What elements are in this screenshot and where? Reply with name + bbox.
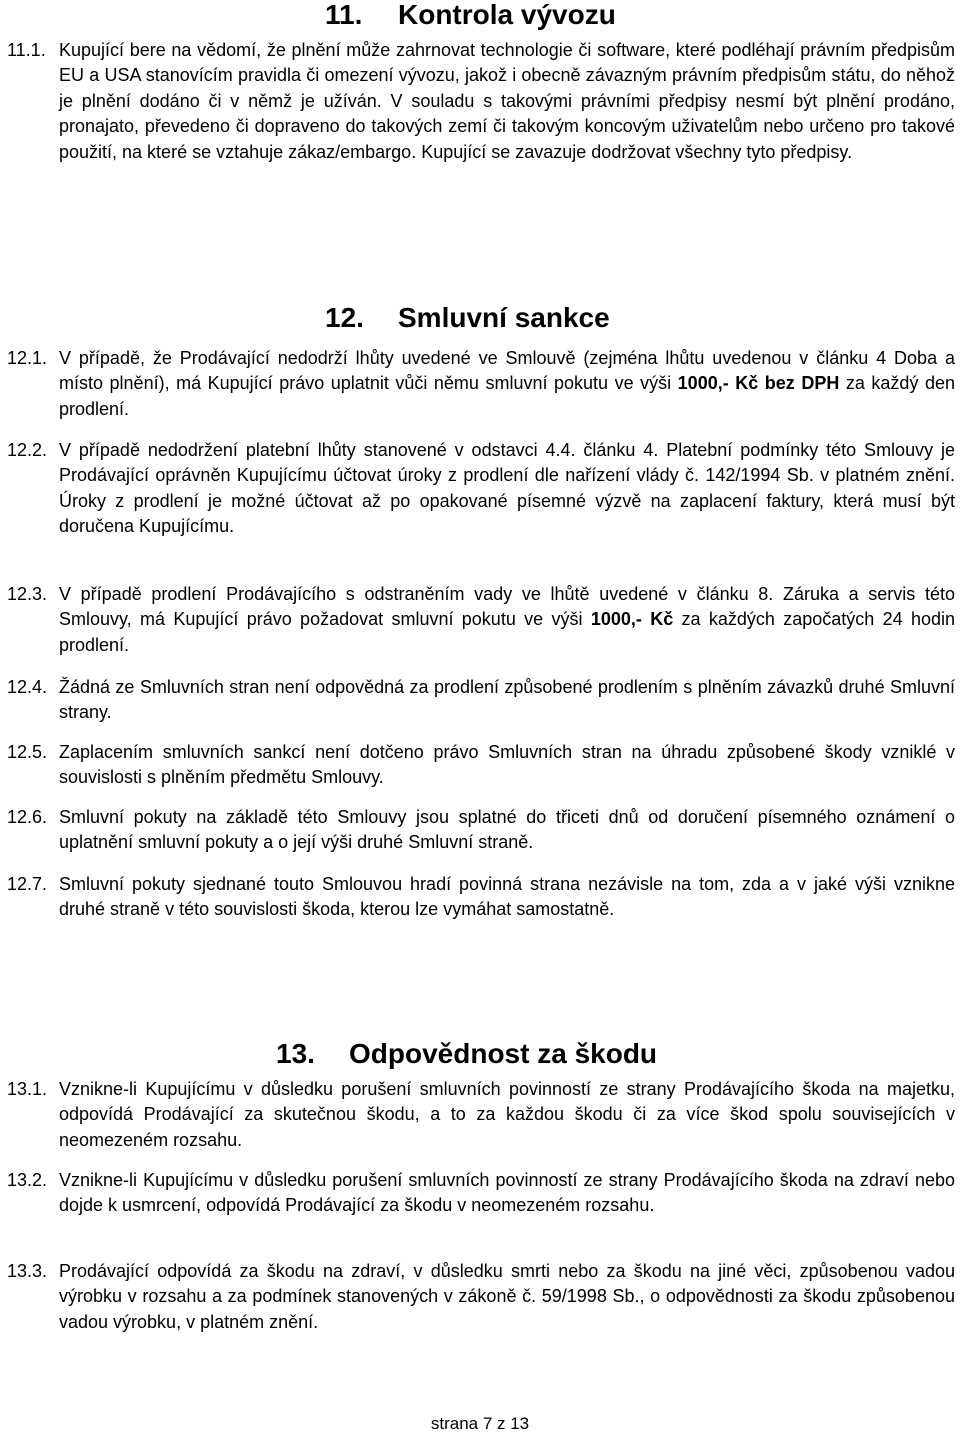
penalty-amount: 1000,- Kč (590, 609, 674, 630)
clause-text: Smluvní pokuty sjednané touto Smlouvou hradí povinná strana nezávisle na tom, zda a v jaké výši vznikne druhé straně v této souvislosti škoda, kterou lze vymáhat samostatně. (59, 874, 955, 920)
clause (7, 872, 955, 923)
clause (7, 675, 955, 726)
clause (7, 1077, 955, 1153)
clause (7, 1168, 955, 1219)
clause-number: 11.1. (7, 40, 46, 60)
clause-text-part: V případě, že Prodávající nedodrží lhůty uvedené ve Smlouvě (zejména lhůtu uvedenou v článku 4 Doba a místo plnění), má Kupující právo uplatnit vůči němu smluvní pokutu ve výši (59, 348, 955, 394)
clause-number: 12.6. (7, 807, 48, 827)
clause (7, 346, 955, 422)
clause-number: 13.3. (7, 1261, 48, 1281)
clause-text-part: V případě prodlení Prodávajícího s odstraněním vady ve lhůtě uvedené v článku 8. Záruka a servis této Smlouvy, má Kupující právo požadovat smluvní pokutu ve výši (59, 584, 955, 630)
clause-text: Smluvní pokuty na základě této Smlouvy jsou splatné do třiceti dnů od doručení písemného oznámení o uplatnění smluvní pokuty a o její výši druhé Smluvní straně. (59, 807, 955, 853)
clause (7, 1259, 955, 1335)
clause-number: 13.2. (7, 1170, 48, 1190)
clause-number: 12.3. (7, 584, 48, 604)
clause-text (59, 346, 955, 422)
clause-text: Zaplacením smluvních sankcí není dotčeno právo Smluvních stran na úhradu způsobené škody vzniklé v souvislosti s plněním předmětu Smlouvy. (59, 742, 955, 788)
clause-number: 12.2. (7, 440, 48, 460)
section-number: 11. (325, 0, 363, 30)
clause-text: Vznikne-li Kupujícímu v důsledku porušení smluvních povinností ze strany Prodávajícího škoda na majetku, odpovídá Prodávající za skutečnou škodu, a to za každou škodu či za více škod spolu souvisejících v neomezeném rozsahu. (59, 1079, 955, 1150)
clause-number: 13.1. (7, 1079, 48, 1099)
section-number: 13. (276, 1038, 315, 1069)
penalty-amount: 1000,- Kč bez DPH (677, 373, 840, 394)
clause-text-part: za každý den prodlení. (59, 373, 956, 419)
page-footer (0, 1414, 960, 1434)
clause-text: Vznikne-li Kupujícímu v důsledku porušení smluvních povinností ze strany Prodávajícího škoda na zdraví nebo dojde k usmrcení, odpovídá Prodávající za škodu v neomezeném rozsahu. (59, 1170, 955, 1216)
clause (7, 740, 955, 791)
clause (7, 38, 955, 165)
page-number: strana 7 z 13 (430, 1414, 530, 1433)
clause-text (59, 582, 955, 658)
clause-text: Kupující bere na vědomí, že plnění může zahrnovat technologie či software, které podléhají právním předpisům EU a USA stanovícím pravidla či omezení vývozu, jakož i obecně závazným právním předpisům státu, do něhož je plnění dodáno či v němž je užíván. V souladu s takovými právními předpisy nesmí být plnění prodáno, pronajato, převedeno či dopraveno do takových zemí či takovým koncovým uživatelům nebo určeno pro takové použití, na které se vztahuje zákaz/embargo. Kupující se zavazuje dodržovat všechny tyto předpisy. (59, 40, 955, 162)
clause-number: 12.1. (7, 348, 48, 368)
clause (7, 582, 955, 658)
clause-number: 12.5. (7, 742, 48, 762)
section-number: 12. (325, 302, 364, 333)
clause (7, 438, 955, 540)
clause (7, 805, 955, 856)
section-title: Smluvní sankce (398, 302, 610, 333)
clause-number: 12.4. (7, 677, 48, 697)
clause-number: 12.7. (7, 874, 48, 894)
clause-text: Žádná ze Smluvních stran není odpovědná za prodlení způsobené prodlením s plněním závazků druhé Smluvní strany. (59, 677, 955, 723)
section-title: Kontrola vývozu (398, 0, 616, 30)
clause-text-part: za každých započatých 24 hodin prodlení. (59, 609, 955, 655)
clause-text: Prodávající odpovídá za škodu na zdraví, v důsledku smrti nebo za škodu na jiné věci, způsobenou vadou výrobku v rozsahu a za podmínek stanovených v zákoně č. 59/1998 Sb., o odpovědnosti za škodu způsobenou vadou výrobku, v platném znění. (59, 1261, 955, 1332)
section-title: Odpovědnost za škodu (349, 1038, 658, 1069)
clause-text: V případě nedodržení platební lhůty stanovené v odstavci 4.4. článku 4. Platební podmínky této Smlouvy je Prodávající oprávněn Kupujícímu účtovat úroky z prodlení dle nařízení vlády č. 142/1994 Sb. v platném znění. Úroky z prodlení je možné účtovat až po opakované písemné výzvě na zaplacení faktury, která musí být doručena Kupujícímu. (59, 440, 955, 537)
